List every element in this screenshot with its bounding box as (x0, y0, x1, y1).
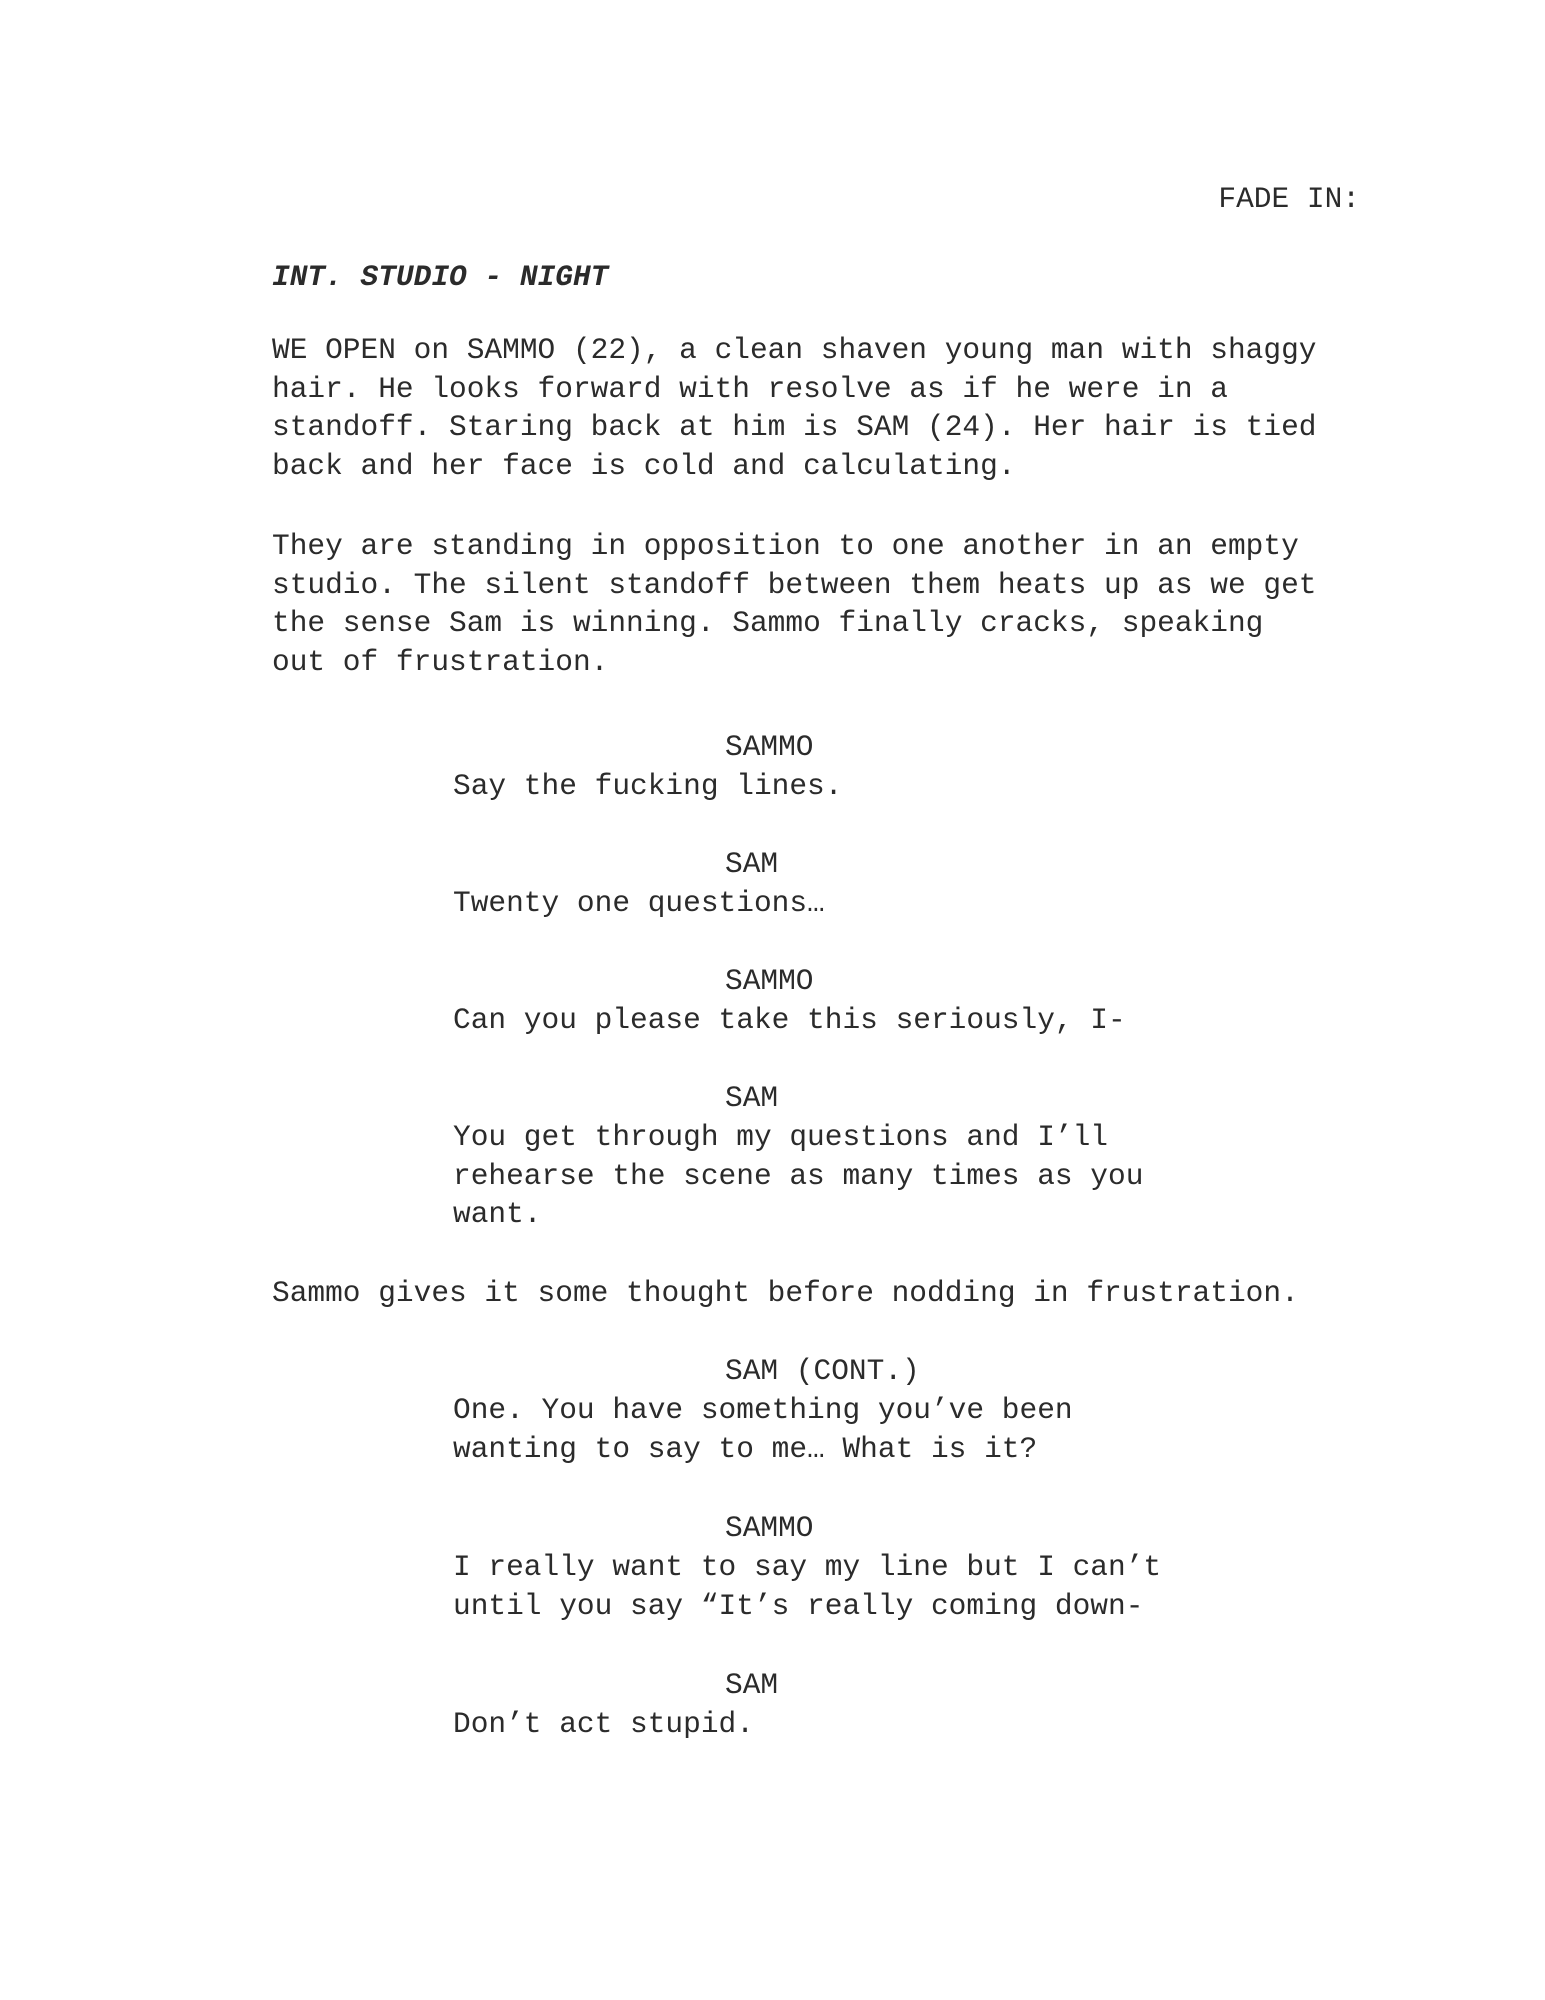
dialogue-line: until you say “It’s really coming down- (453, 1588, 1144, 1623)
action-line: They are standing in opposition to one another in an empty (272, 529, 1299, 563)
dialogue-line: I really want to say my line but I can’t (453, 1550, 1162, 1584)
action-line: hair. He looks forward with resolve as if he were in a (272, 371, 1228, 406)
character-name: SAM (725, 847, 779, 881)
action-block (272, 1274, 1392, 1313)
dialogue-block (453, 1118, 1233, 1234)
dialogue-block (453, 1705, 1233, 1744)
dialogue-block (453, 1001, 1233, 1040)
dialogue-block (453, 884, 1233, 923)
character-name: SAM (725, 1668, 779, 1702)
character-name: SAMMO (725, 964, 814, 998)
dialogue-line: Say the fucking lines. (453, 769, 843, 803)
transition: FADE IN: (1218, 182, 1360, 216)
action-line: Sammo gives it some thought before nodding in frustration. (272, 1276, 1299, 1310)
dialogue-line: want. (453, 1197, 542, 1231)
dialogue-line: wanting to say to me… What is it? (453, 1431, 1038, 1466)
dialogue-line: rehearse the scene as many times as you (453, 1158, 1144, 1193)
action-line: studio. The silent standoff between them heats up as we get (272, 567, 1317, 602)
dialogue-line: You get through my questions and I’ll (453, 1120, 1109, 1154)
action-line: WE OPEN on SAMMO (22), a clean shaven young man with shaggy (272, 333, 1317, 367)
character-name: SAM (CONT.) (725, 1354, 920, 1388)
dialogue-block (453, 1391, 1233, 1468)
dialogue-line: One. You have something you’ve been (453, 1393, 1073, 1427)
character-name: SAMMO (725, 1511, 814, 1545)
action-block (272, 527, 1392, 681)
dialogue-line: Can you please take this seriously, I- (453, 1003, 1126, 1037)
character-name: SAMMO (725, 730, 814, 764)
scene-heading: INT. STUDIO - NIGHT (272, 260, 609, 294)
character-name: SAM (725, 1081, 779, 1115)
action-block (272, 331, 1392, 485)
action-line: back and her face is cold and calculating. (272, 448, 1016, 483)
action-line: standoff. Staring back at him is SAM (24). Her hair is tied (272, 410, 1317, 444)
dialogue-block (453, 1548, 1233, 1625)
dialogue-block (453, 767, 1233, 806)
dialogue-line: Don’t act stupid. (453, 1707, 754, 1741)
action-line: out of frustration. (272, 644, 609, 679)
dialogue-line: Twenty one questions… (453, 886, 825, 920)
action-line: the sense Sam is winning. Sammo finally cracks, speaking (272, 606, 1264, 640)
